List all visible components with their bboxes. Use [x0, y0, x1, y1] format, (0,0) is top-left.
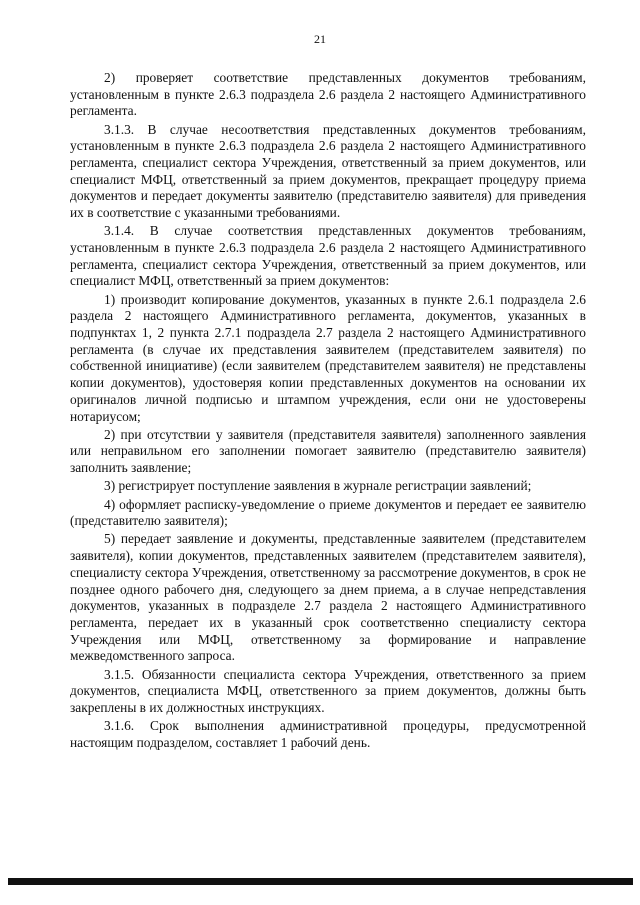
list-item-transfer: 5) передает заявление и документы, представленные заявителем (представителем заявителя), копии документов, представленных заявителем (представителем заявителя), специалисту сектора Учреждения, ответственному за рассмотрение документов, в срок не позднее одного рабочего дня, следующего за днем приема, а в случае непредставления документов, указанных в подразделе 2.7 раздела 2 настоящего Административного регламента, передает их в указанный срок соответственно специалисту сектора Учреждения или МФЦ, ответственному за формирование и направление межведомственного запроса.: [70, 531, 586, 664]
paragraph-3-1-6: 3.1.6. Срок выполнения административной процедуры, предусмотренной настоящим подразделом, составляет 1 рабочий день.: [70, 718, 586, 750]
list-item-receipt: 4) оформляет расписку-уведомление о приеме документов и передает ее заявителю (представителю заявителя);: [70, 496, 586, 529]
paragraph-3-1-5: 3.1.5. Обязанности специалиста сектора Учреждения, ответственного за прием документов, специалиста МФЦ, ответственного за прием документов, должны быть закреплены в их должностных инструкциях.: [70, 666, 586, 716]
list-item-copying: 1) производит копирование документов, указанных в пункте 2.6.1 подраздела 2.6 раздела 2 настоящего Административного регламента, документов, указанных в подпунктах 1, 2 пункта 2.7.1 подраздела 2.7 раздела 2 настоящего Административного регламента (в случае их представления заявителем (представителем заявителя) по собственной инициативе) (если заявителем (представителем заявителя) не представлены копии документов), удостоверяя копии представленных документов на основании их оригиналов личной подписью и штампом учреждения, если они не удостоверены нотариусом;: [70, 291, 586, 424]
paragraph-3-1-3: 3.1.3. В случае несоответствия представленных документов требованиям, установленным в пункте 2.6.3 подраздела 2.6 раздела 2 настоящего Административного регламента, специалист сектора Учреждения, ответственный за прием документов, или специалист МФЦ, ответственный за прием документов, прекращает процедуру приема документов и передает документы заявителю (представителю заявителя) для приведения их в соответствие с указанными требованиями.: [70, 121, 586, 221]
list-item-register: 3) регистрирует поступление заявления в журнале регистрации заявлений;: [104, 478, 532, 494]
paragraph-3-1-4: 3.1.4. В случае соответствия представленных документов требованиям, установленным в пункте 2.6.3 подраздела 2.6 раздела 2 настоящего Административного регламента, специалист сектора Учреждения, ответственный за прием документов, или специалист МФЦ, ответственный за прием документов:: [70, 223, 586, 289]
paragraph-check-compliance: 2) проверяет соответствие представленных документов требованиям, установленным в пункте 2.6.3 подраздела 2.6 раздела 2 настоящего Административного регламента.: [70, 70, 586, 119]
page-number: 21: [314, 32, 326, 46]
list-item-help-fill: 2) при отсутствии у заявителя (представителя заявителя) заполненного заявления или неправильном его заполнении помогает заявителю (представителю заявителя) заполнить заявление;: [70, 426, 586, 476]
bottom-rule: [8, 878, 633, 885]
document-body: [70, 70, 586, 753]
